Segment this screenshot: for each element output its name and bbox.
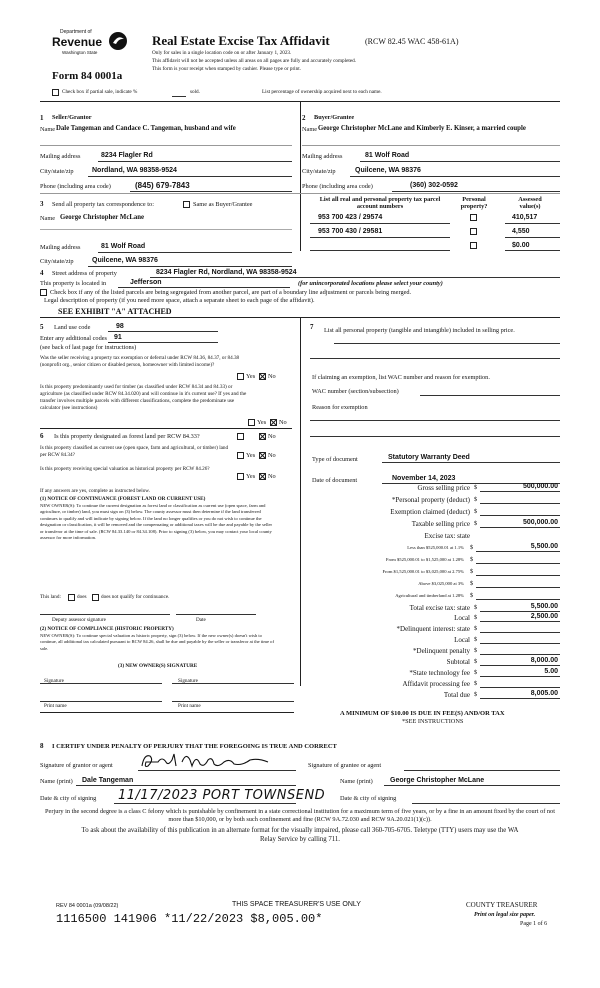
section3-mailing[interactable]: 81 Wolf Road: [101, 243, 146, 250]
seller-name-label: Name: [40, 126, 56, 133]
header-note-3: This form is your receipt when stamped by cashier. Please type or print.: [152, 66, 301, 72]
dollar-sign: $: [474, 604, 478, 611]
buyer-mailing-label: Mailing address: [302, 153, 343, 160]
this-land-label: This land:: [40, 594, 61, 600]
parcel-personal-checkbox[interactable]: [470, 242, 477, 249]
yes-label: Yes: [246, 473, 256, 480]
buyer-no: 2: [302, 114, 306, 122]
buyer-phone-label: Phone (including area code): [302, 183, 373, 190]
affidavit-fee-label: Affidavit processing fee: [402, 680, 470, 688]
certify-statement: I CERTIFY UNDER PENALTY OF PERJURY THAT THE FOREGOING IS TRUE AND CORRECT: [52, 743, 337, 750]
dollar-sign: $: [474, 614, 478, 621]
dor-logo: [52, 29, 130, 65]
grantor-date-label: Date & city of signing: [40, 795, 97, 802]
notice2-title: (2) NOTICE OF COMPLIANCE (HISTORIC PROPERTY): [40, 626, 174, 632]
notice1-title: (1) NOTICE OF CONTINUANCE (FOREST LAND OR CURRENT USE): [40, 496, 206, 502]
buyer-mailing[interactable]: 81 Wolf Road: [365, 152, 410, 159]
section6-no: 6: [40, 432, 44, 440]
document-type-label: Type of document: [312, 456, 358, 463]
historic-yes-checkbox[interactable]: [237, 473, 244, 480]
seller-phone[interactable]: (845) 679-7843: [135, 181, 190, 190]
parcel-personal-checkbox[interactable]: [470, 214, 477, 221]
grantee-date-label: Date & city of signing: [340, 795, 397, 802]
legal-size-note: Print on legal size paper.: [474, 912, 536, 918]
new-owner-signature-label: Signature: [178, 678, 198, 684]
section3-name[interactable]: George Christopher McLane: [60, 214, 145, 221]
total-state[interactable]: 5,500.00: [530, 603, 558, 610]
revenue-logo-icon: [108, 31, 128, 51]
forest-no-checkbox[interactable]: [259, 433, 266, 440]
form-title: Real Estate Excise Tax Affidavit: [152, 33, 330, 48]
subtotal-label: Subtotal: [446, 658, 470, 666]
historic-no-checkbox[interactable]: [259, 473, 266, 480]
buyer-city[interactable]: Quilcene, WA 98376: [355, 167, 421, 174]
grantor-signature-image: [138, 750, 278, 772]
grantor-print-name[interactable]: Dale Tangeman: [82, 777, 134, 784]
seller-phone-label: Phone (including area code): [40, 183, 111, 190]
buyer-heading: Buyer/Grantee: [314, 114, 355, 121]
does-not-qualify-checkbox[interactable]: [92, 594, 99, 601]
dollar-sign: $: [474, 508, 478, 515]
dollar-sign: $: [470, 592, 474, 599]
legal-description-label: Legal description of property (if you need more space, attach a separate sheet to each page of the affidavit).: [44, 297, 315, 304]
deputy-date-label: Date: [196, 617, 206, 623]
local-tax[interactable]: 2,500.00: [530, 613, 558, 620]
no-label: No: [268, 373, 276, 380]
legal-description-exhibit[interactable]: SEE EXHIBIT "A" ATTACHED: [58, 307, 172, 316]
deputy-signature-label: Deputy assessor signature: [52, 617, 106, 623]
section4-no: 4: [40, 269, 44, 277]
parcel-value[interactable]: 4,550: [512, 228, 530, 235]
accessibility-notice: To ask about the availability of this publication in an alternate format for the visually impaired, please call 360-705-6705. Teletype (TTY) users may use the WA Relay Service by calling 711.: [81, 827, 519, 843]
form-number: Form 84 0001a: [52, 70, 123, 82]
tier-label: Less than $525,000.01 at 1.1%: [407, 545, 464, 550]
percentage-note: List percentage of ownership acquired next to each name.: [262, 89, 382, 95]
additional-codes[interactable]: 91: [114, 334, 122, 341]
personal-property-label: List all personal property (tangible and intangible) included in selling price.: [324, 327, 515, 334]
taxable-price-label: Taxable selling price: [411, 520, 470, 528]
dollar-sign: $: [474, 496, 478, 503]
historic-question: Is this property receiving special valuation as historical property per RCW 84.26?: [40, 466, 210, 472]
grantee-signature-label: Signature of grantee or agent: [308, 762, 382, 769]
dollar-sign: $: [474, 625, 478, 632]
section5-no: 5: [40, 323, 44, 331]
yes-label: Yes: [246, 452, 256, 459]
timber-yes-checkbox[interactable]: [248, 419, 255, 426]
section3-heading: Send all property tax correspondence to:: [52, 201, 154, 208]
personal-property-deduct-label: *Personal property (deduct): [391, 496, 470, 504]
same-as-buyer-label: Same as Buyer/Grantee: [193, 201, 253, 208]
seller-mailing[interactable]: 8234 Flagler Rd: [101, 152, 153, 159]
no-label: No: [268, 433, 276, 440]
taxable-price[interactable]: 500,000.00: [522, 519, 558, 526]
see-back-note: (see back of last page for instructions): [40, 344, 137, 351]
delinquent-interest-label: *Delinquent interest: state: [396, 625, 470, 633]
section3-mailing-label: Mailing address: [40, 244, 81, 251]
parcel-number[interactable]: 953 700 423 / 29574: [318, 214, 383, 221]
exemption-no-checkbox[interactable]: [259, 373, 266, 380]
dollar-sign: $: [474, 680, 478, 687]
gross-price-label: Gross selling price: [417, 484, 470, 492]
section7-no: 7: [310, 323, 314, 331]
partial-sale-checkbox[interactable]: [52, 89, 59, 96]
parcels-col-assessed: Assessed value(s): [518, 196, 542, 210]
parcel-number[interactable]: 953 700 430 / 29581: [318, 228, 383, 235]
grantor-name-label: Name (print): [40, 778, 73, 785]
exemption-question: Was the seller receiving a property tax exemption or deferral under RCW 84.36, 84.37, or 84.38 (nonprofit org., senior citizen or disabled person, homeowner with limited income)?: [40, 355, 240, 368]
parcel-personal-checkbox[interactable]: [470, 228, 477, 235]
buyer-name-label: Name: [302, 126, 318, 133]
parcels-col-personal: Personal property?: [460, 196, 488, 210]
exemption-deduct-label: Exemption claimed (deduct): [390, 508, 470, 516]
seller-name[interactable]: Dale Tangeman and Candace C. Tangeman, husband and wife: [56, 125, 236, 132]
exemption-reason-label: Reason for exemption: [312, 404, 368, 411]
perjury-notice: Perjury in the second degree is a class C felony which is punishable by confinement in a state correctional institution for a maximum term of five years, or by a fine in an amount fixed by the court of not more than $10,000, or by both such confinement and fine (RCW 9A.72.030 and RCW 9A.20.021(1)(c)).: [45, 808, 555, 823]
dollar-sign: $: [474, 484, 478, 491]
treasurer-use-only: THIS SPACE TREASURER'S USE ONLY: [232, 901, 361, 908]
tier-label: Agricultural and timberland at 1.28%: [395, 593, 464, 598]
dollar-sign: $: [474, 636, 478, 643]
dollar-sign: $: [474, 520, 478, 527]
subtotal[interactable]: 8,000.00: [530, 657, 558, 664]
form-rcw: (RCW 82.45 WAC 458-61A): [365, 37, 459, 46]
segregated-label: Check box if any of the listed parcels are being segregated from another parcel, are part of a boundary line adjustment or parcels being merged.: [50, 289, 412, 296]
tech-fee[interactable]: 5.00: [544, 668, 558, 675]
dollar-sign: $: [470, 556, 474, 563]
timber-no-checkbox[interactable]: [270, 419, 277, 426]
partial-sale-label: Check box if partial sale, indicate %: [62, 89, 138, 95]
section3-city[interactable]: Quilcene, WA 98376: [92, 257, 158, 264]
current-use-question: Is this property classified as current use (open space, farm and agricultural, or timber) land per RCW 84.34?: [40, 445, 229, 458]
total-state-label: Total excise tax: state: [409, 604, 470, 612]
seller-city[interactable]: Nordland, WA 98358-9524: [92, 167, 177, 174]
does-label: does: [77, 594, 87, 600]
yes-label: Yes: [246, 373, 256, 380]
section8-no: 8: [40, 742, 44, 750]
located-note: (for unincorporated locations please select your county): [298, 280, 443, 287]
segregated-checkbox[interactable]: [40, 289, 47, 296]
logo-revenue: Revenue: [52, 35, 103, 49]
tier-label: From $1,525,000.01 to $3,025,000 at 2.75%: [382, 569, 464, 574]
header-note-1: Only for sales in a single location code on or after January 1, 2023.: [152, 50, 292, 56]
land-use-label: Land use code: [54, 324, 91, 331]
wac-number-label: WAC number (section/subsection): [312, 388, 399, 395]
seller-city-label: City/state/zip: [40, 168, 74, 175]
located-label: This property is located in: [40, 280, 107, 287]
grantor-date-city[interactable]: 11/17/2023 PORT TOWNSEND: [118, 788, 326, 803]
tier-label: From $525,000.01 to $1,525,000 at 1.28%: [385, 557, 464, 562]
grantee-print-name[interactable]: George Christopher McLane: [390, 777, 485, 784]
county-treasurer: COUNTY TREASURER: [466, 901, 538, 909]
current-use-no-checkbox[interactable]: [259, 452, 266, 459]
new-owner-print-name-label: Print name: [178, 703, 201, 709]
new-owner-print-name-label: Print name: [44, 703, 67, 709]
tier-label: Above $3,025,000 at 3%: [418, 581, 464, 586]
new-owner-signature-label: Signature: [44, 678, 64, 684]
if-yes-note: If any answers are yes, complete as instructed below.: [40, 488, 151, 494]
grantor-signature-label: Signature of grantor or agent: [40, 762, 113, 769]
exemption-yes-checkbox[interactable]: [237, 373, 244, 380]
logo-dept-of: Department of: [60, 29, 92, 35]
does-qualify-checkbox[interactable]: [68, 594, 75, 601]
no-label: No: [268, 452, 276, 459]
tech-fee-label: *State technology fee: [409, 669, 470, 677]
street-address[interactable]: 8234 Flagler Rd, Nordland, WA 98358-9524: [156, 269, 297, 276]
section3-name-label: Name: [40, 215, 56, 222]
parcel-value[interactable]: $0.00: [512, 242, 530, 249]
logo-state: Washington State: [62, 50, 98, 55]
gross-price[interactable]: 500,000.00: [522, 483, 558, 490]
total-due-label: Total due: [443, 691, 470, 699]
minimum-fee-note: A MINIMUM OF $10.00 IS DUE IN FEE(S) AND/OR TAX: [340, 710, 505, 717]
same-as-buyer-checkbox[interactable]: [183, 201, 190, 208]
tier-value[interactable]: 5,500.00: [530, 543, 558, 550]
dollar-sign: $: [474, 658, 478, 665]
treasurer-receipt-stamp: 1116500 141906 *11/22/2023 $8,005.00*: [56, 912, 323, 926]
section3-no: 3: [40, 200, 44, 208]
dollar-sign: $: [470, 544, 474, 551]
header-note-2: This affidavit will not be accepted unless all areas on all pages are fully and accurately completed.: [152, 58, 357, 64]
local-label: Local: [454, 614, 470, 622]
land-use-code[interactable]: 98: [116, 323, 124, 330]
delinquent-penalty-label: *Delinquent penalty: [413, 647, 470, 655]
document-date-label: Date of document: [312, 477, 358, 484]
timber-question: Is this property predominantly used for timber (as classified under RCW 84.34 and 84.33) or agriculture (as classified under RCW 84.34.020) and will continue in it's current use? If yes and the transfer involves multiple parcels with different classifications, complete the predominate use calculator (see instructions): [40, 384, 247, 411]
see-instructions-note: *SEE INSTRUCTIONS: [402, 718, 464, 725]
dollar-sign: $: [474, 669, 478, 676]
seller-no: 1: [40, 114, 44, 122]
page-number: Page 1 of 6: [520, 921, 548, 927]
partial-sale-sold: sold.: [190, 89, 200, 95]
current-use-yes-checkbox[interactable]: [237, 452, 244, 459]
dollar-sign: $: [470, 568, 474, 575]
yes-label: Yes: [257, 419, 267, 426]
grantee-name-label: Name (print): [340, 778, 373, 785]
local-interest-label: Local: [454, 636, 470, 644]
no-label: No: [268, 473, 276, 480]
dollar-sign: $: [474, 647, 478, 654]
notice1-text: NEW OWNER(S): To continue the current designation as forest land or classification as current use (open space, farm and agriculture, or timber) land, you must sign on (3) below. The county assessor must then determine if the land transferred continues to qualify and will indicate by signing below. If the land no longer qualifies or you do not wish to continue the designation or classification, it will be removed and the compensating or additional taxes will be due and payable by the seller or transferor at the time of sale. (RCW 84.33.140 or 84.34.108). Prior to signing (3) below, you may contact your local county assessor for more information.: [40, 503, 273, 541]
buyer-name[interactable]: George Christopher McLane and Kimberly E. Kinser, a married couple: [318, 125, 526, 132]
parcel-value[interactable]: 410,517: [512, 214, 538, 221]
parcels-col-number: List all real and personal property tax parcel account numbers: [319, 196, 441, 210]
seller-mailing-label: Mailing address: [40, 153, 81, 160]
total-due[interactable]: 8,005.00: [530, 690, 558, 697]
additional-codes-label: Enter any additional codes: [40, 335, 107, 342]
forest-question: Is this property designated as forest land per RCW 84.33?: [54, 433, 200, 440]
section3-city-label: City/state/zip: [40, 258, 74, 265]
form-revision: REV 84 0001a (09/08/22): [56, 903, 119, 909]
excise-state-label: Excise tax: state: [424, 532, 470, 540]
street-address-label: Street address of property: [52, 270, 117, 277]
buyer-city-label: City/state/zip: [302, 168, 336, 175]
document-type[interactable]: Statutory Warranty Deed: [388, 454, 470, 461]
forest-yes-checkbox[interactable]: [237, 433, 244, 440]
document-date[interactable]: November 14, 2023: [392, 475, 456, 482]
dollar-sign: $: [470, 580, 474, 587]
seller-heading: Seller/Grantor: [52, 114, 92, 121]
no-label: No: [279, 419, 287, 426]
located-county[interactable]: Jefferson: [130, 279, 162, 286]
buyer-phone[interactable]: (360) 302-0592: [410, 182, 458, 189]
notice2-text: NEW OWNER(S): To continue special valuation as historic property, sign (3) below. If the new owner(s) doesn't wish to continue, all additional tax calculated pursuant to RCW 84.26, shall be due and payable by the seller or transferor at the time of sale.: [40, 633, 274, 651]
dollar-sign: $: [474, 691, 478, 698]
notice3-title: (3) NEW OWNER(S) SIGNATURE: [118, 663, 198, 669]
does-not-label: does not qualify for continuance.: [101, 594, 170, 600]
exemption-claim-label: If claiming an exemption, list WAC number and reason for exemption.: [312, 374, 490, 381]
